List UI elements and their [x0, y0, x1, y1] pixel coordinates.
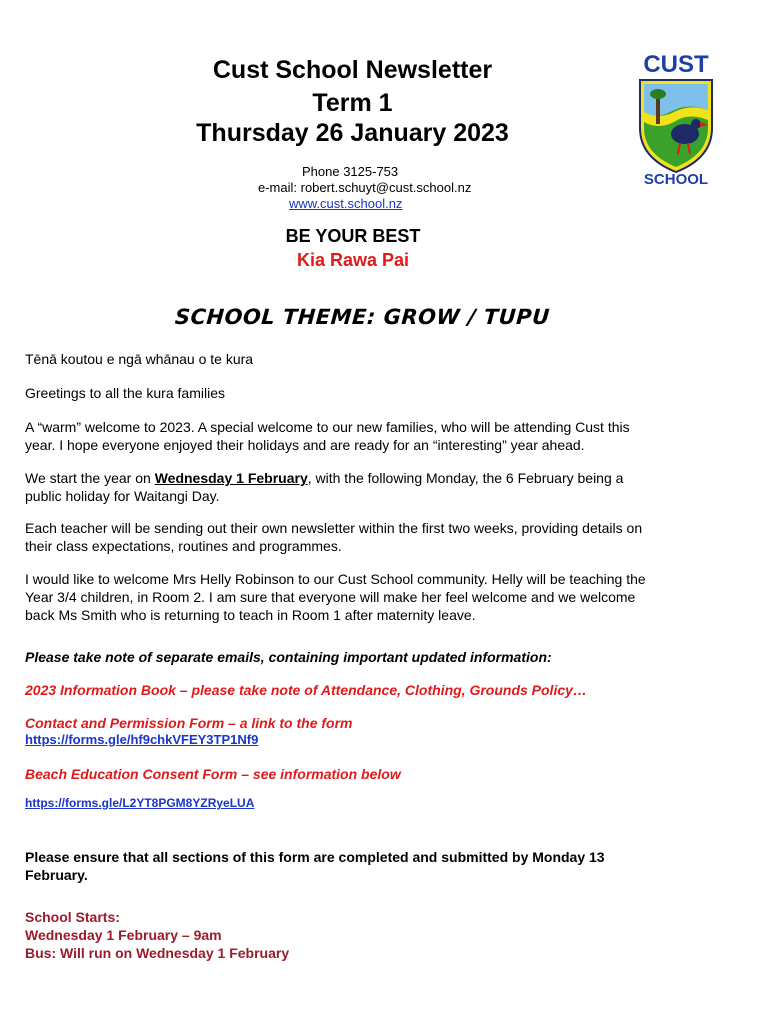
school-theme-heading: SCHOOL THEME: GROW / TUPU: [174, 305, 551, 329]
staff-welcome-paragraph: [25, 570, 725, 624]
school-logo: [630, 50, 722, 190]
start-line: We start the year on Wednesday 1 February, with the following Monday, the 6 February being a: [25, 470, 624, 486]
email-address: e-mail: robert.schuyt@cust.school.nz: [258, 180, 472, 195]
contact-form-link[interactable]: https://forms.gle/hf9chkVFEY3TP1Nf9: [25, 732, 259, 747]
beach-form-notice: Beach Education Consent Form – see information below: [25, 766, 401, 782]
welcome-line: year. I hope everyone enjoyed their holidays and are ready for an “interesting” year ahead.: [25, 437, 585, 453]
logo-top-text: CUST: [643, 51, 709, 78]
notice-intro: Please take note of separate emails, containing important updated information:: [25, 649, 552, 665]
newsletter-title: Cust School Newsletter: [212, 56, 493, 84]
info-book-notice: 2023 Information Book – please take note of Attendance, Clothing, Grounds Policy…: [25, 682, 587, 698]
staff-line: I would like to welcome Mrs Helly Robinson to our Cust School community. Helly will be teaching the: [25, 571, 646, 587]
motto-english: BE YOUR BEST: [285, 226, 421, 246]
ensure-line: February.: [25, 867, 88, 883]
beach-form-link[interactable]: https://forms.gle/L2YT8PGM8YZRyeLUA: [25, 796, 255, 810]
school-starts-date: Wednesday 1 February – 9am: [25, 927, 222, 943]
teacher-line: Each teacher will be sending out their own newsletter within the first two weeks, providing details on: [25, 520, 643, 536]
phone-number: Phone 3125-753: [302, 164, 399, 179]
teacher-line: their class expectations, routines and programmes.: [25, 538, 342, 554]
newsletter-date: Thursday 26 January 2023: [196, 119, 509, 147]
greeting-english: Greetings to all the kura families: [25, 385, 225, 401]
welcome-line: A “warm” welcome to 2023. A special welcome to our new families, who will be attending Cust this: [25, 419, 630, 435]
staff-line: back Ms Smith who is returning to teach in Room 1 after maternity leave.: [25, 607, 476, 623]
staff-line: Year 3/4 children, in Room 2. I am sure that everyone will make her feel welcome and we welcome: [25, 589, 636, 605]
contact-form-notice: Contact and Permission Form – a link to the form: [25, 715, 353, 731]
teacher-newsletter-paragraph: [25, 519, 725, 555]
ensure-paragraph: [25, 848, 725, 884]
newsletter-term: Term 1: [312, 89, 393, 117]
ensure-line: Please ensure that all sections of this form are completed and submitted by Monday 13: [25, 849, 605, 865]
motto-maori: Kia Rawa Pai: [296, 250, 410, 270]
school-starts-section: [25, 908, 725, 962]
start-date-highlight: Wednesday 1 February: [154, 470, 308, 486]
greeting-maori: Tēnā koutou e ngā whānau o te kura: [25, 351, 254, 367]
welcome-paragraph: [25, 418, 725, 454]
logo-bottom-text: SCHOOL: [643, 171, 709, 188]
start-date-paragraph: [25, 469, 725, 505]
website-link[interactable]: www.cust.school.nz: [289, 196, 403, 211]
start-line: public holiday for Waitangi Day.: [25, 488, 220, 504]
school-starts-heading: School Starts:: [25, 909, 120, 925]
bus-notice: Bus: Will run on Wednesday 1 February: [25, 945, 290, 961]
pukeko-crest-icon: [640, 80, 712, 172]
